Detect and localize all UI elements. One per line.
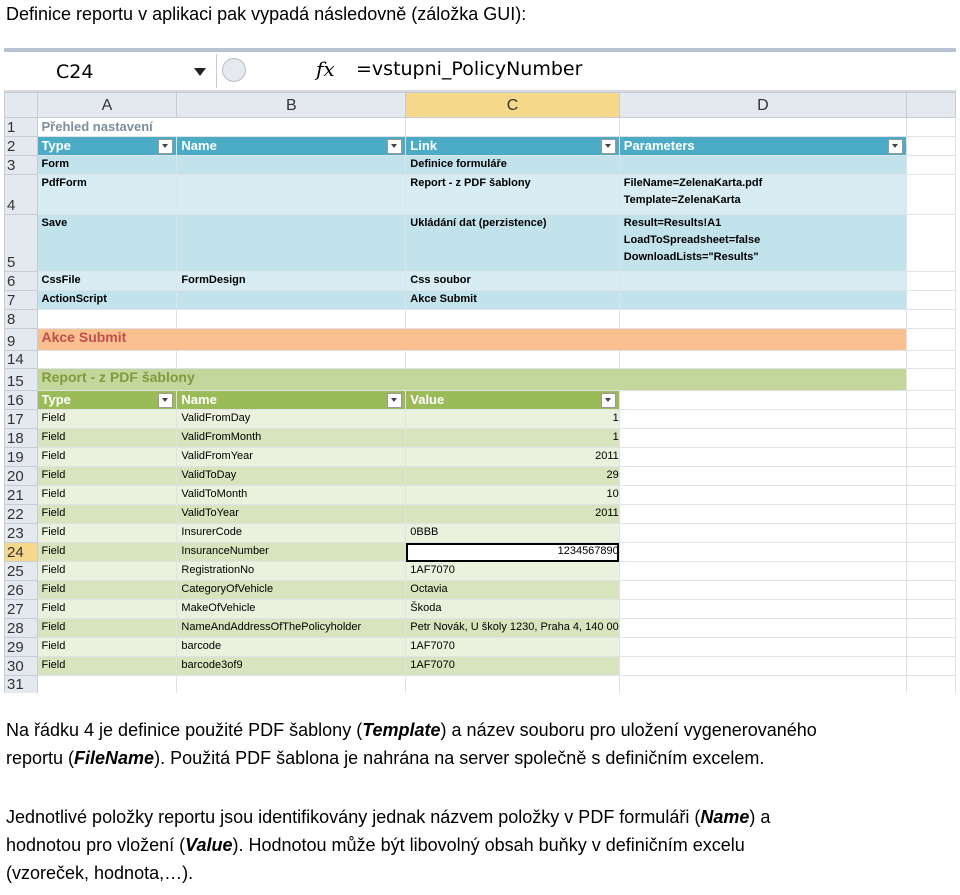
name-box[interactable]: [4, 54, 217, 88]
cell[interactable]: [619, 638, 906, 657]
cell-name[interactable]: ValidFromYear: [177, 448, 406, 467]
select-all-corner[interactable]: [5, 93, 38, 118]
cell-value[interactable]: 1AF7070: [406, 562, 620, 581]
row-header[interactable]: 5: [5, 215, 38, 272]
cell[interactable]: [907, 272, 956, 291]
text: ). Hodnotou může být libovolný obsah buňky v definičním excelu: [232, 835, 745, 855]
spreadsheet-screenshot: [4, 48, 956, 693]
cell-value[interactable]: Octavia: [406, 581, 620, 600]
cell-name[interactable]: RegistrationNo: [177, 562, 406, 581]
table-row: [5, 410, 956, 429]
cell-parameters[interactable]: [619, 215, 906, 272]
cell-value[interactable]: 1AF7070: [406, 638, 620, 657]
cell-link[interactable]: Definice formuláře: [406, 156, 620, 175]
paragraph-template: [6, 716, 956, 772]
insert-function-icon[interactable]: fx: [316, 57, 335, 81]
cell-value[interactable]: Petr Novák, U školy 1230, Praha 4, 140 00: [406, 619, 620, 638]
cell[interactable]: [406, 310, 620, 329]
cell[interactable]: [37, 351, 177, 369]
row-header[interactable]: 2: [5, 137, 38, 156]
cell[interactable]: [619, 676, 906, 694]
cell[interactable]: [907, 638, 956, 657]
row-header[interactable]: 21: [5, 486, 38, 505]
cell[interactable]: [907, 118, 956, 137]
filter-dropdown-icon[interactable]: [601, 393, 616, 408]
row-header[interactable]: 8: [5, 310, 38, 329]
row-header[interactable]: 18: [5, 429, 38, 448]
cell[interactable]: [619, 619, 906, 638]
cell[interactable]: [907, 581, 956, 600]
cell[interactable]: [907, 410, 956, 429]
header-label: Name: [181, 138, 217, 153]
cell[interactable]: [619, 467, 906, 486]
cell[interactable]: [907, 391, 956, 410]
cell-value[interactable]: 1AF7070: [406, 657, 620, 676]
cell-value[interactable]: 1234567890: [406, 543, 620, 562]
cell[interactable]: [619, 657, 906, 676]
cell-type[interactable]: Field: [37, 410, 177, 429]
cell-link[interactable]: Akce Submit: [406, 291, 620, 310]
param-line: FileName=ZelenaKarta.pdf: [623, 177, 763, 189]
cell-parameters[interactable]: [619, 156, 906, 175]
text: Jednotlivé položky reportu jsou identifikovány jednak názvem položky v PDF formuláři (: [6, 807, 701, 827]
table-header-name[interactable]: [177, 137, 406, 156]
cell[interactable]: [406, 118, 620, 137]
header-label: Parameters: [623, 138, 695, 153]
row-header[interactable]: 17: [5, 410, 38, 429]
cell-value[interactable]: 29: [406, 467, 620, 486]
cell-type[interactable]: ActionScript: [37, 291, 177, 310]
cell-value[interactable]: 1: [406, 410, 620, 429]
row-header[interactable]: 6: [5, 272, 38, 291]
row-header[interactable]: 16: [5, 391, 38, 410]
header-label: Type: [41, 138, 71, 153]
cell-name[interactable]: InsurerCode: [177, 524, 406, 543]
cell-type[interactable]: Field: [37, 543, 177, 562]
cell[interactable]: [907, 137, 956, 156]
cell[interactable]: [37, 310, 177, 329]
cell-type[interactable]: CssFile: [37, 272, 177, 291]
row-header[interactable]: 28: [5, 619, 38, 638]
cell-name[interactable]: [177, 156, 406, 175]
table-header-name[interactable]: [177, 391, 406, 410]
cell[interactable]: [907, 310, 956, 329]
cell-type[interactable]: Field: [37, 581, 177, 600]
ribbon-edge: [4, 48, 956, 52]
row-header[interactable]: 27: [5, 600, 38, 619]
row-header[interactable]: 25: [5, 562, 38, 581]
row-header[interactable]: 31: [5, 676, 38, 694]
cell[interactable]: [907, 486, 956, 505]
formula-bar-scroll-icon[interactable]: [222, 58, 246, 82]
cell[interactable]: [619, 562, 906, 581]
text: ). Použitá PDF šablona je nahrána na server společně s definičním excelem.: [154, 748, 765, 768]
row-header[interactable]: 20: [5, 467, 38, 486]
cell-type[interactable]: PdfForm: [37, 175, 177, 215]
cell[interactable]: [907, 215, 956, 272]
cell-name[interactable]: barcode: [177, 638, 406, 657]
table-row: [5, 562, 956, 581]
text: reportu (: [6, 748, 75, 768]
cell[interactable]: [907, 543, 956, 562]
cell[interactable]: [619, 486, 906, 505]
cell-parameters[interactable]: [619, 272, 906, 291]
cell-type[interactable]: Field: [37, 562, 177, 581]
text: ) a název souboru pro uložení vygenerovaného: [440, 720, 817, 740]
cell-type[interactable]: Field: [37, 619, 177, 638]
cell[interactable]: [619, 600, 906, 619]
cell[interactable]: [406, 676, 620, 694]
emphasis: Value: [185, 835, 233, 855]
filter-dropdown-icon[interactable]: [888, 139, 903, 154]
table-header-parameters[interactable]: [619, 137, 906, 156]
sheet-grid: [4, 92, 956, 693]
param-line: LoadToSpreadsheet=false: [623, 234, 761, 246]
cell[interactable]: [619, 448, 906, 467]
cell-parameters[interactable]: [619, 175, 906, 215]
param-line: DownloadLists="Results": [623, 251, 759, 263]
cell-type[interactable]: Field: [37, 486, 177, 505]
cell-name[interactable]: ValidFromMonth: [177, 429, 406, 448]
cell[interactable]: [907, 505, 956, 524]
table-row: [5, 448, 956, 467]
cell-type[interactable]: Form: [37, 156, 177, 175]
cell-name[interactable]: CategoryOfVehicle: [177, 581, 406, 600]
cell[interactable]: [619, 118, 906, 137]
cell[interactable]: [619, 391, 906, 410]
cell-name[interactable]: ValidToYear: [177, 505, 406, 524]
cell-name[interactable]: ValidToMonth: [177, 486, 406, 505]
cell-link[interactable]: Report - z PDF šablony: [406, 175, 620, 215]
header-label: Type: [41, 392, 71, 407]
table-row: [5, 524, 956, 543]
cell[interactable]: [907, 291, 956, 310]
text: hodnotou pro vložení (: [6, 835, 186, 855]
cell[interactable]: [619, 543, 906, 562]
table-row: [5, 581, 956, 600]
cell[interactable]: [907, 619, 956, 638]
filter-dropdown-icon[interactable]: [601, 139, 616, 154]
filter-dropdown-icon[interactable]: [158, 393, 173, 408]
text: ) a: [749, 807, 771, 827]
table-row: [5, 600, 956, 619]
cell-link[interactable]: Css soubor: [406, 272, 620, 291]
table-row: [5, 619, 956, 638]
cell[interactable]: [907, 467, 956, 486]
cell[interactable]: [619, 429, 906, 448]
column-header-a[interactable]: A: [37, 93, 177, 118]
cell-name[interactable]: ValidFromDay: [177, 410, 406, 429]
emphasis: FileName: [74, 748, 155, 768]
cell[interactable]: [907, 448, 956, 467]
table-header-value[interactable]: [406, 391, 620, 410]
cell[interactable]: [177, 310, 406, 329]
cell-value[interactable]: 0BBB: [406, 524, 620, 543]
table-row: [5, 486, 956, 505]
section-title-report: Report - z PDF šablony: [37, 369, 907, 391]
header-label: Link: [410, 138, 437, 153]
row-header[interactable]: 24: [5, 543, 38, 562]
table-row: [5, 543, 956, 562]
cell-type[interactable]: Field: [37, 638, 177, 657]
cell-type[interactable]: Field: [37, 600, 177, 619]
cell-type[interactable]: Field: [37, 657, 177, 676]
emphasis: Name: [700, 807, 750, 827]
cell-name[interactable]: [177, 175, 406, 215]
row-header[interactable]: 7: [5, 291, 38, 310]
filter-dropdown-icon[interactable]: [387, 393, 402, 408]
cell-name[interactable]: barcode3of9: [177, 657, 406, 676]
cell[interactable]: [177, 351, 406, 369]
cell[interactable]: [619, 410, 906, 429]
cell-type[interactable]: Save: [37, 215, 177, 272]
column-header-b[interactable]: B: [177, 93, 406, 118]
cell[interactable]: [37, 676, 177, 694]
header-label: Value: [410, 392, 445, 407]
cell[interactable]: [907, 329, 956, 351]
text: (vzoreček, hodnota,…).: [6, 863, 194, 883]
column-header-e[interactable]: [907, 93, 956, 118]
cell-type[interactable]: Field: [37, 429, 177, 448]
cell-name[interactable]: InsuranceNumber: [177, 543, 406, 562]
table-header-type[interactable]: [37, 137, 177, 156]
section-title-overview: Přehled nastavení: [37, 118, 406, 137]
cell-type[interactable]: Field: [37, 505, 177, 524]
cell[interactable]: [907, 657, 956, 676]
cell[interactable]: [907, 156, 956, 175]
paragraph-fields: [6, 803, 956, 887]
cell[interactable]: [177, 676, 406, 694]
formula-input[interactable]: =vstupni_PolicyNumber: [356, 58, 583, 80]
row-header[interactable]: 26: [5, 581, 38, 600]
row-header[interactable]: 30: [5, 657, 38, 676]
cell[interactable]: [406, 351, 620, 369]
row-header[interactable]: 15: [5, 369, 38, 391]
row-header[interactable]: 19: [5, 448, 38, 467]
cell-type[interactable]: Field: [37, 467, 177, 486]
cell-name[interactable]: MakeOfVehicle: [177, 600, 406, 619]
table-header-type[interactable]: [37, 391, 177, 410]
page-heading: Definice reportu v aplikaci pak vypadá následovně (záložka GUI):: [6, 4, 527, 24]
filter-dropdown-icon[interactable]: [387, 139, 402, 154]
row-header[interactable]: 9: [5, 329, 38, 351]
cell-name[interactable]: ValidToDay: [177, 467, 406, 486]
chevron-down-icon[interactable]: [194, 68, 206, 76]
cell-parameters[interactable]: [619, 291, 906, 310]
row-header[interactable]: 1: [5, 118, 38, 137]
cell-type[interactable]: Field: [37, 524, 177, 543]
cell-value[interactable]: 2011: [406, 448, 620, 467]
header-label: Name: [181, 392, 217, 407]
row-header[interactable]: 23: [5, 524, 38, 543]
cell-name[interactable]: [177, 291, 406, 310]
row-header[interactable]: 29: [5, 638, 38, 657]
column-header-d[interactable]: D: [619, 93, 906, 118]
cell[interactable]: [907, 600, 956, 619]
cell[interactable]: [907, 369, 956, 391]
cell-name[interactable]: FormDesign: [177, 272, 406, 291]
table-row: [5, 657, 956, 676]
cell[interactable]: [619, 581, 906, 600]
cell[interactable]: [619, 505, 906, 524]
row-header[interactable]: 4: [5, 175, 38, 215]
name-box-value: C24: [56, 61, 94, 83]
param-line: Template=ZelenaKarta: [623, 194, 741, 206]
row-header[interactable]: 14: [5, 351, 38, 369]
param-line: Result=Results!A1: [623, 217, 722, 229]
row-header[interactable]: 22: [5, 505, 38, 524]
table-header-link[interactable]: [406, 137, 620, 156]
emphasis: Template: [362, 720, 441, 740]
section-title-submit: Akce Submit: [37, 329, 907, 351]
cell[interactable]: [907, 524, 956, 543]
cell[interactable]: [907, 676, 956, 694]
cell[interactable]: [907, 351, 956, 369]
column-header-c[interactable]: C: [406, 93, 620, 118]
table-row: [5, 467, 956, 486]
table-row: [5, 505, 956, 524]
cell[interactable]: [619, 351, 906, 369]
cell-value[interactable]: 2011: [406, 505, 620, 524]
cell-type[interactable]: Field: [37, 448, 177, 467]
cell[interactable]: [907, 175, 956, 215]
cell-link[interactable]: Ukládání dat (perzistence): [406, 215, 620, 272]
row-header[interactable]: 3: [5, 156, 38, 175]
cell[interactable]: [619, 524, 906, 543]
cell-value[interactable]: 1: [406, 429, 620, 448]
cell[interactable]: [907, 429, 956, 448]
cell-value[interactable]: Škoda: [406, 600, 620, 619]
table-row: [5, 638, 956, 657]
text: Na řádku 4 je definice použité PDF šablony (: [6, 720, 363, 740]
filter-dropdown-icon[interactable]: [158, 139, 173, 154]
cell[interactable]: [907, 562, 956, 581]
cell-name[interactable]: [177, 215, 406, 272]
cell[interactable]: [619, 310, 906, 329]
cell-name[interactable]: NameAndAddressOfThePolicyholder: [177, 619, 406, 638]
table-row: [5, 429, 956, 448]
cell-value[interactable]: 10: [406, 486, 620, 505]
